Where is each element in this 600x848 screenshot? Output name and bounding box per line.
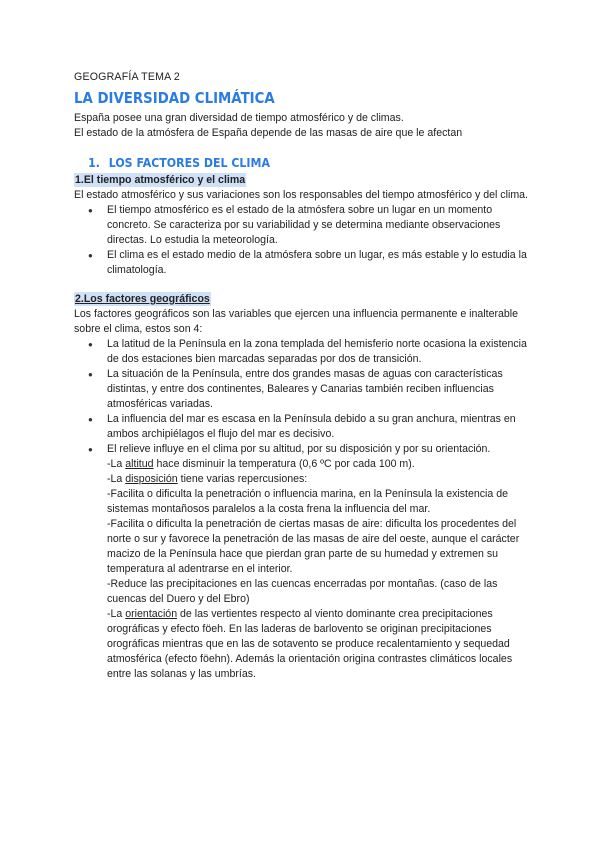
subsection-2-list <box>74 337 534 682</box>
underlined-term: disposición <box>125 473 178 485</box>
intro-line-1: España posee una gran diversidad de tiempo atmosférico y de climas. <box>74 112 404 124</box>
document-page <box>74 70 534 682</box>
subsection-1-list <box>74 203 534 278</box>
list-item: ● El clima es el estado medio de la atmósfera sobre un lugar, es más estable y lo estudia la climatología. <box>107 248 534 278</box>
relief-disposition-3: -Reduce las precipitaciones en las cuencas encerradas por montañas. (caso de las cuencas del Duero y del Ebro) <box>107 578 498 605</box>
underlined-term: altitud <box>125 458 154 470</box>
relief-orientation: -La orientación de las vertientes respecto al viento dominante crea precipitaciones orográficas y efecto föeh. En las laderas de barlovento se originan precipitaciones orográficas mientras que en las de sotavento se produce recalentamiento y sequedad atmosférica (efecto föehn). Además la orientación origina contrastes climáticos locales entre las solanas y las umbrías. <box>107 608 513 680</box>
subsection-2-title: 2.Los factores geográficos <box>75 293 210 305</box>
list-item: ● La influencia del mar es escasa en la Península debido a su gran anchura, mientras en ambos archipiélagos el flujo del mar es decisivo. <box>107 412 534 442</box>
list-item: ● La latitud de la Península en la zona templada del hemisferio norte ocasiona la existencia de dos estaciones bien marcadas separadas por dos de transición. <box>107 337 534 367</box>
list-item: ● La situación de la Península, entre dos grandes masas de aguas con características distintas, y entre dos continentes, Baleares y Canarias también reciben influencias atmosféricas variadas. <box>107 367 534 412</box>
relief-disposition-2: -Facilita o dificulta la penetración de ciertas masas de aire: dificulta los procedentes del norte o sur y favorece la penetración de las masas de aire del oeste, aunque el carácter macizo de la Península hace que pierdan gran parte de su humedad y extremen su temperatura al adentrarse en el interior. <box>107 518 520 575</box>
relief-disposition-1: -Facilita o dificulta la penetración o influencia marina, en la Península la existencia de sistemas montañosos paralelos a la costa frena la influencia del mar. <box>107 488 509 515</box>
list-item: ● El tiempo atmosférico es el estado de la atmósfera sobre un lugar en un momento concreto. Se caracteriza por su variabilidad y se determina mediante observaciones directas. Lo estudia la meteorología. <box>107 203 534 248</box>
relief-intro: ● El relieve influye en el clima por su altitud, por su disposición y por su orientación. <box>107 443 491 455</box>
section-number: 1. <box>88 155 100 170</box>
section-heading <box>74 155 479 171</box>
subsection-2-text: Los factores geográficos son las variables que ejercen una influencia permanente e inalterable sobre el clima, estos son 4: <box>74 308 519 335</box>
section-title-text: LOS FACTORES DEL CLIMA <box>108 155 270 170</box>
relief-altitude: -La altitud hace disminuir la temperatura (0,6 ºC por cada 100 m). <box>107 458 415 470</box>
page-title: LA DIVERSIDAD CLIMÁTICA <box>74 89 275 107</box>
subsection-1-title: 1.El tiempo atmosférico y el clima <box>75 174 246 186</box>
relief-disposition: -La disposición tiene varias repercusiones: <box>107 473 308 485</box>
course-label: GEOGRAFÍA TEMA 2 <box>74 71 181 83</box>
subsection-1-text: El estado atmosférico y sus variaciones son los responsables del tiempo atmosférico y del clima. <box>74 189 528 201</box>
list-item-relief <box>107 442 534 682</box>
underlined-term: orientación <box>125 608 178 620</box>
intro-line-2: El estado de la atmósfera de España depende de las masas de aire que le afectan <box>74 127 463 139</box>
